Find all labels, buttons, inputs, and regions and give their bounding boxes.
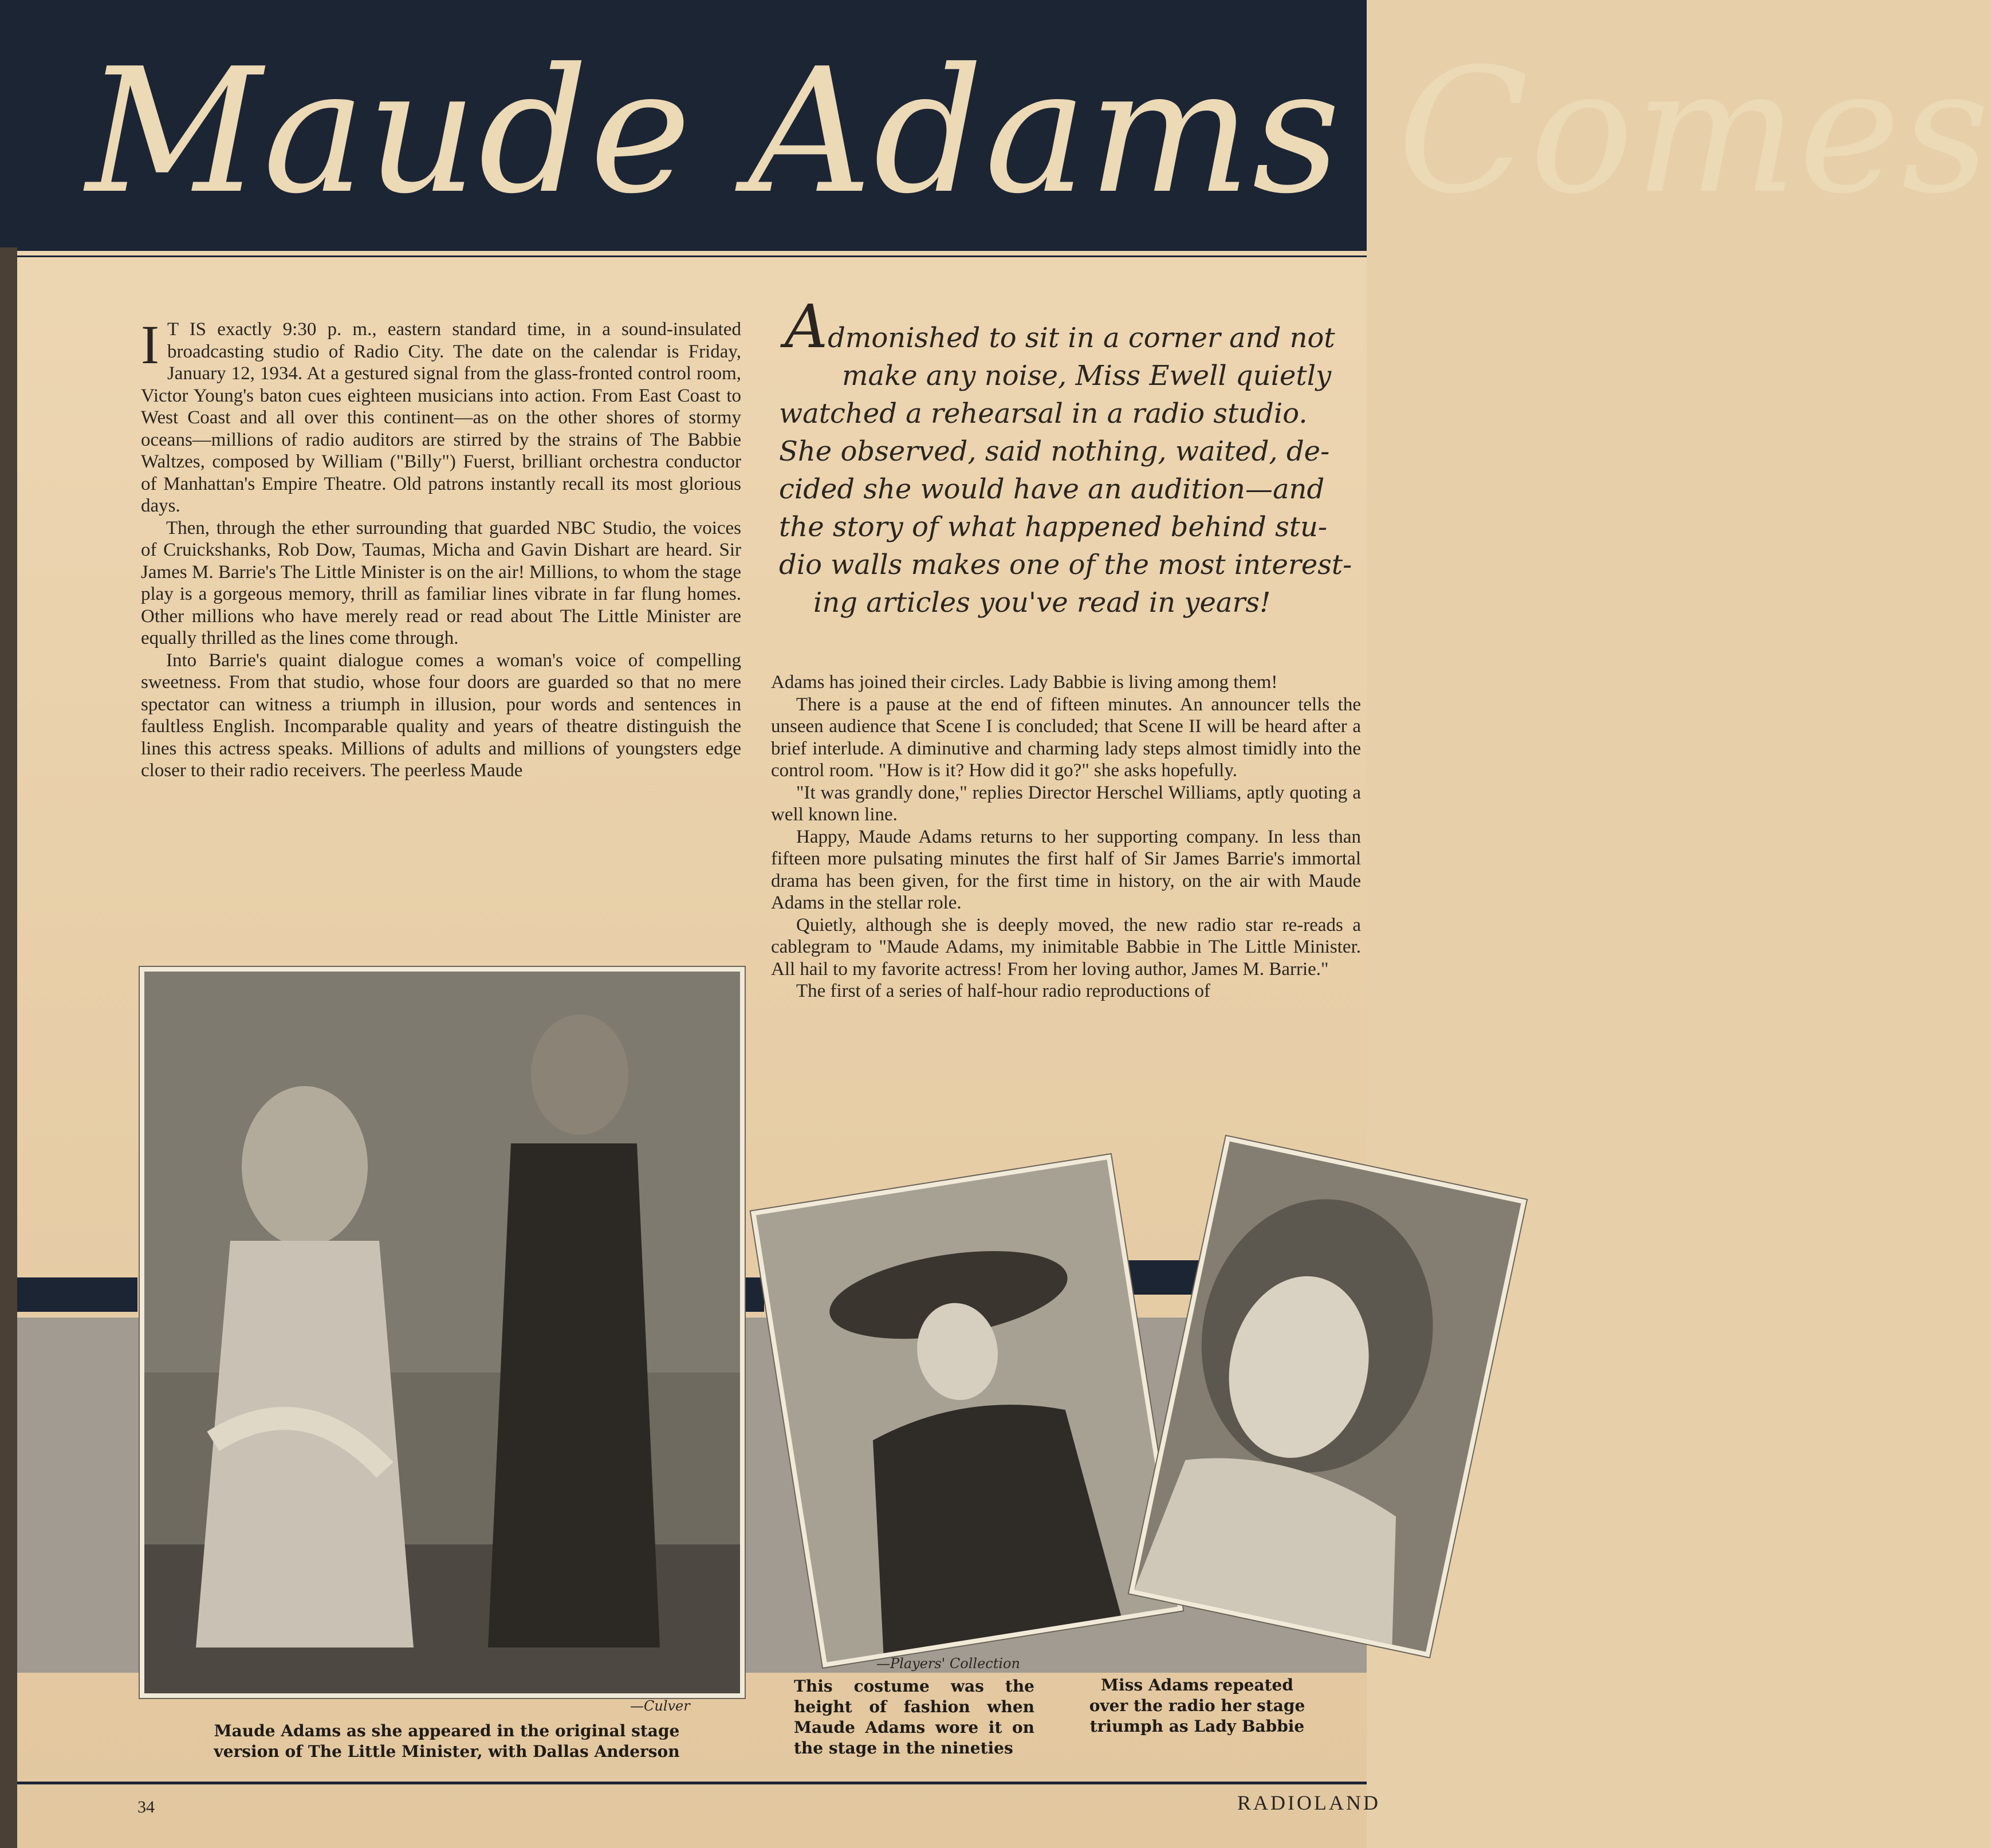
right-paragraph-2: There is a pause at the end of fifteen minutes. An announcer tells the unseen audience that Scene I is concluded; that Scene II will be heard after a brief interlude. A diminutive and charming lady steps almost timidly into the control room. "How is it? How did it go?" she asks hopefully. <box>771 694 1361 781</box>
photo-caption-portrait: Miss Adams repeated over the radio her stage triumph as Lady Babbie <box>1089 1676 1305 1736</box>
right-paragraph-4: Happy, Maude Adams returns to her supporting company. In less than fifteen more pulsating minutes the first half of Sir James Barrie's immortal drama has been given, for the first time in history, on the air with Maude Adams in the stellar role. <box>771 826 1361 913</box>
lady-babbie-portrait-illustration <box>1135 1142 1521 1652</box>
pull-quote-line: watched a rehearsal in a radio studio. <box>779 398 1308 430</box>
right-paragraph-1: Adams has joined their circles. Lady Babbie is living among them! <box>771 672 1278 693</box>
pull-quote-line: She observed, said nothing, waited, de- <box>779 435 1330 467</box>
right-paragraph-6: The first of a series of half-hour radio reproductions of <box>796 981 1211 1001</box>
right-paragraph-5: Quietly, although she is deeply moved, the new radio star re-reads a cablegram to "Maude Adams, my inimitable Babbie in The Little Minister. All hail to my favorite actress! From her loving author, James M. Barrie." <box>771 914 1361 980</box>
page-edge <box>0 0 17 1848</box>
photo-credit-players: —Players' Collection <box>876 1656 1020 1672</box>
photo-lady-babbie <box>1129 1136 1526 1657</box>
footer-rule <box>17 1782 1367 1784</box>
article-title: Maude Adams Comes <box>86 32 1991 231</box>
intro-paragraph-1: I T IS exactly 9:30 p. m., eastern standard time, in a sound-insulated broadcasting studio of Radio City. The date on the calendar is Friday, January 12, 1934. At a gestured signal from the glass-fronted control room, Victor Young's baton cues eighteen musicians into action. From East Coast to West Coast and all over this continent—as on the other shores of stormy oceans—millions of radio auditors are stirred by the strains of The Babbie Waltzes, composed by William ("Billy") Fuerst, brilliant orchestra conductor of Manhattan's Empire Theatre. Old patrons instantly recall its most glorious days. <box>141 314 741 516</box>
page-number: 34 <box>137 1798 155 1816</box>
header-rule-thin <box>17 255 1367 257</box>
stage-scene-illustration <box>144 972 740 1693</box>
actress-head-figure <box>242 1086 368 1247</box>
pull-quote-line: cided she would have an audition—and <box>779 473 1325 505</box>
drop-cap: I <box>141 314 159 375</box>
photo-caption-costume: This costume was the height of fashion when Maude Adams wore it on the stage in the nineties <box>794 1677 1034 1757</box>
actor-figure <box>488 1143 660 1648</box>
right-column <box>771 671 1361 1002</box>
photo-credit-culver: —Culver <box>630 1698 690 1714</box>
photo-caption-main: Maude Adams as she appeared in the original stage version of The Little Minister, with Dallas Anderson <box>214 1721 680 1761</box>
pull-quote-line: ing articles you've read in years! <box>813 587 1271 619</box>
pull-quote <box>779 292 1352 622</box>
decorative-band <box>17 1277 137 1312</box>
header-band <box>0 0 1991 247</box>
pull-quote-line: dio walls makes one of the most interest- <box>779 549 1352 581</box>
decorative-band <box>745 1277 764 1312</box>
magazine-name: RADIOLAND <box>1237 1791 1380 1814</box>
pull-quote-line: Admonished to sit in a corner and not <box>785 292 1335 361</box>
pull-quote-line: the story of what happened behind stu- <box>779 511 1328 543</box>
actor-head-figure <box>531 1015 628 1135</box>
right-paragraph-3: "It was grandly done," replies Director Herschel Williams, aptly quoting a well known line. <box>771 782 1361 825</box>
intro-column <box>141 314 741 782</box>
header-rule <box>17 247 1367 251</box>
intro-paragraph-3: Into Barrie's quaint dialogue comes a woman's voice of compelling sweetness. From that studio, whose four doors are guarded so that no mere spectator can witness a triumph in illusion, pour words and sentences in faultless English. Incomparable quality and years of theatre distinguish the lines this actress speaks. Millions of adults and millions of youngsters edge closer to their radio receivers. The peerless Maude <box>141 650 741 781</box>
intro-paragraph-2: Then, through the ether surrounding that guarded NBC Studio, the voices of Cruickshanks, Rob Dow, Taumas, Micha and Gavin Dishart are heard. Sir James M. Barrie's The Little Minister is on the air! Millions, to whom the stage play is a gorgeous memory, thrill as familiar lines vibrate in far flung homes. Other millions who have merely read or read about The Little Minister are equally thrilled as the lines come through. <box>141 517 741 648</box>
photo-costume <box>751 1154 1183 1668</box>
photo-little-minister <box>140 967 745 1698</box>
pull-quote-line: make any noise, Miss Ewell quietly <box>842 360 1332 392</box>
costume-portrait-illustration <box>756 1159 1178 1662</box>
